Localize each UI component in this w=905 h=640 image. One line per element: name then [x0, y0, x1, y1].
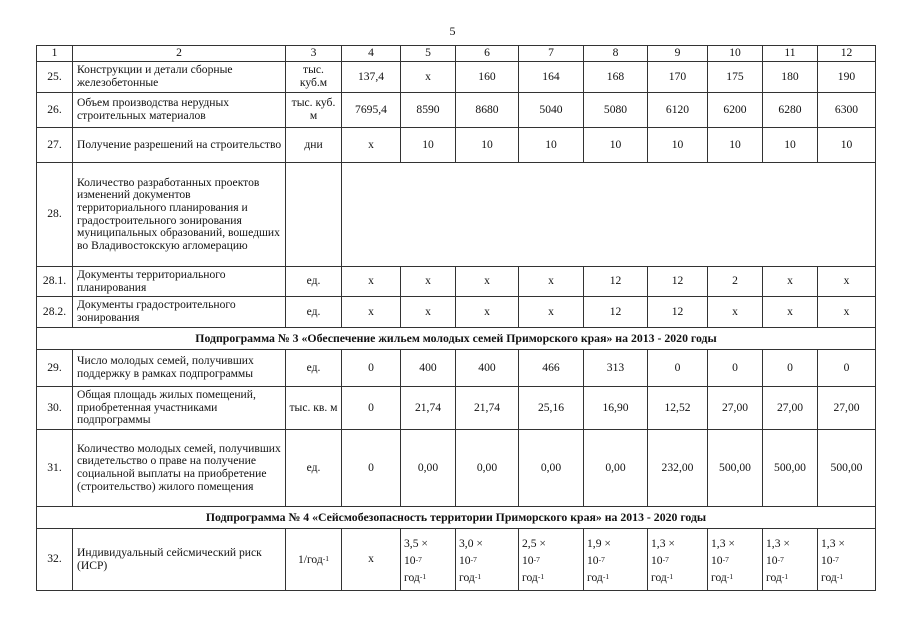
- value-cell: х: [401, 62, 456, 93]
- value-cell: 10: [648, 128, 708, 163]
- section-row: [37, 507, 876, 529]
- indicator-name: Общая площадь жилых помещений, приобретенная участниками подпрограммы: [73, 387, 286, 430]
- value-cell: 6280: [763, 93, 818, 128]
- unit-cell: тыс. куб. м: [286, 93, 342, 128]
- row-number: 28.2.: [37, 297, 73, 328]
- value-cell: 10: [818, 128, 876, 163]
- value-cell: 500,00: [708, 430, 763, 507]
- unit-cell: ед.: [286, 297, 342, 328]
- value-cell: 0: [342, 387, 401, 430]
- header-cell: 3: [286, 46, 342, 62]
- unit-exponent: -1: [322, 554, 330, 564]
- table-row: [37, 529, 876, 591]
- row-number: 28.1.: [37, 267, 73, 297]
- risk-power: $10^{-7}$: [459, 553, 477, 567]
- value-cell: 0,00: [401, 430, 456, 507]
- table-row: [37, 267, 876, 297]
- value-cell: 0: [818, 350, 876, 387]
- value-cell: 400: [456, 350, 519, 387]
- indicator-name: Число молодых семей, получивших поддержку в рамках подпрограммы: [73, 350, 286, 387]
- risk-value-cell: [519, 529, 584, 591]
- risk-mantissa: 1,3 ×: [766, 536, 790, 550]
- value-cell: 8590: [401, 93, 456, 128]
- value-cell: 5080: [584, 93, 648, 128]
- value-cell: 0: [708, 350, 763, 387]
- value-cell: 313: [584, 350, 648, 387]
- unit-cell: [286, 163, 342, 267]
- header-cell: 8: [584, 46, 648, 62]
- value-cell: х: [342, 297, 401, 328]
- header-cell: 2: [73, 46, 286, 62]
- value-cell: х: [519, 267, 584, 297]
- value-cell: 400: [401, 350, 456, 387]
- risk-mantissa: 1,3 ×: [711, 536, 735, 550]
- risk-power: $10^{-7}$: [587, 553, 605, 567]
- row-number: 30.: [37, 387, 73, 430]
- table-row: [37, 163, 876, 267]
- value-cell: 12: [648, 297, 708, 328]
- table-row: [37, 350, 876, 387]
- value-cell: 10: [401, 128, 456, 163]
- row-number: 25.: [37, 62, 73, 93]
- section-title: Подпрограмма № 3 «Обеспечение жильем молодых семей Приморского края» на 2013 - 2020 годы: [37, 328, 876, 350]
- risk-value-cell: [401, 529, 456, 591]
- risk-period: год$^{-1}$: [587, 570, 610, 584]
- row-number: 32.: [37, 529, 73, 591]
- risk-period: год$^{-1}$: [651, 570, 674, 584]
- row-number: 27.: [37, 128, 73, 163]
- risk-value-cell: [648, 529, 708, 591]
- value-cell: х: [763, 297, 818, 328]
- value-cell: х: [456, 267, 519, 297]
- indicator-name: Документы территориального планирования: [73, 267, 286, 297]
- risk-mantissa: 1,3 ×: [821, 536, 845, 550]
- value-cell: 168: [584, 62, 648, 93]
- header-cell: 11: [763, 46, 818, 62]
- header-row: [37, 46, 876, 62]
- value-cell: 10: [763, 128, 818, 163]
- value-cell: 0: [342, 430, 401, 507]
- risk-value-cell: [763, 529, 818, 591]
- unit-text: 1/год: [297, 553, 323, 567]
- value-cell: 0,00: [584, 430, 648, 507]
- value-cell: 12: [584, 297, 648, 328]
- value-cell: 10: [584, 128, 648, 163]
- row-number: 28.: [37, 163, 73, 267]
- value-cell: 12,52: [648, 387, 708, 430]
- value-cell: 12: [584, 267, 648, 297]
- risk-mantissa: 3,0 ×: [459, 536, 483, 550]
- value-cell: х: [342, 128, 401, 163]
- value-cell: 25,16: [519, 387, 584, 430]
- value-cell: 8680: [456, 93, 519, 128]
- unit-cell: дни: [286, 128, 342, 163]
- value-cell: 27,00: [818, 387, 876, 430]
- unit-cell: ед.: [286, 430, 342, 507]
- unit-cell: ед.: [286, 267, 342, 297]
- value-cell: 21,74: [456, 387, 519, 430]
- table-row: [37, 387, 876, 430]
- value-cell: 164: [519, 62, 584, 93]
- value-cell: 21,74: [401, 387, 456, 430]
- header-cell: 5: [401, 46, 456, 62]
- risk-period: год$^{-1}$: [459, 570, 482, 584]
- unit-cell: [286, 529, 342, 591]
- section-row: [37, 328, 876, 350]
- value-cell: х: [818, 267, 876, 297]
- indicator-name: Получение разрешений на строительство: [73, 128, 286, 163]
- indicator-name: Индивидуальный сейсмический риск (ИСР): [73, 529, 286, 591]
- value-cell: х: [342, 529, 401, 591]
- indicator-name: Количество молодых семей, получивших свидетельство о праве на получение социальной выплаты на приобретение (строительство) жилого помещения: [73, 430, 286, 507]
- row-number: 29.: [37, 350, 73, 387]
- risk-power: $10^{-7}$: [766, 553, 784, 567]
- value-cell: 170: [648, 62, 708, 93]
- value-cell: 466: [519, 350, 584, 387]
- value-cell: 27,00: [708, 387, 763, 430]
- value-cell: 6300: [818, 93, 876, 128]
- risk-power: $10^{-7}$: [711, 553, 729, 567]
- value-cell: 500,00: [763, 430, 818, 507]
- risk-value-cell: [708, 529, 763, 591]
- risk-period: год$^{-1}$: [821, 570, 844, 584]
- value-cell: х: [763, 267, 818, 297]
- value-cell: 0: [342, 350, 401, 387]
- merged-empty-cell: [342, 163, 876, 267]
- risk-value-cell: [818, 529, 876, 591]
- risk-period: год$^{-1}$: [766, 570, 789, 584]
- value-cell: 0: [648, 350, 708, 387]
- header-cell: 9: [648, 46, 708, 62]
- header-cell: 4: [342, 46, 401, 62]
- risk-value-cell: [456, 529, 519, 591]
- value-cell: 500,00: [818, 430, 876, 507]
- header-cell: 10: [708, 46, 763, 62]
- risk-period: год$^{-1}$: [522, 570, 545, 584]
- risk-mantissa: 3,5 ×: [404, 536, 428, 550]
- value-cell: 16,90: [584, 387, 648, 430]
- risk-mantissa: 2,5 ×: [522, 536, 546, 550]
- risk-power: $10^{-7}$: [404, 553, 422, 567]
- indicator-name: Количество разработанных проектов изменений документов территориального планирования и градостроительного зонирования муниципальных образований, вошедших во Владивостокскую агломерацию: [73, 163, 286, 267]
- unit-cell: тыс. кв. м: [286, 387, 342, 430]
- risk-period: год$^{-1}$: [711, 570, 734, 584]
- value-cell: 7695,4: [342, 93, 401, 128]
- indicator-name: Объем производства нерудных строительных материалов: [73, 93, 286, 128]
- unit-cell: ед.: [286, 350, 342, 387]
- header-cell: 12: [818, 46, 876, 62]
- risk-period: год$^{-1}$: [404, 570, 427, 584]
- page-number: 5: [449, 24, 456, 38]
- risk-mantissa: 1,3 ×: [651, 536, 675, 550]
- risk-power: $10^{-7}$: [651, 553, 669, 567]
- value-cell: 12: [648, 267, 708, 297]
- value-cell: х: [519, 297, 584, 328]
- table-row: [37, 297, 876, 328]
- value-cell: 190: [818, 62, 876, 93]
- indicators-table: [36, 45, 876, 591]
- risk-power: $10^{-7}$: [821, 553, 839, 567]
- risk-power: $10^{-7}$: [522, 553, 540, 567]
- value-cell: 2: [708, 267, 763, 297]
- value-cell: х: [708, 297, 763, 328]
- value-cell: 180: [763, 62, 818, 93]
- value-cell: 6200: [708, 93, 763, 128]
- section-title: Подпрограмма № 4 «Сейсмобезопасность территории Приморского края» на 2013 - 2020 годы: [37, 507, 876, 529]
- risk-mantissa: 1,9 ×: [587, 536, 611, 550]
- header-cell: 6: [456, 46, 519, 62]
- row-number: 31.: [37, 430, 73, 507]
- value-cell: 0,00: [519, 430, 584, 507]
- value-cell: 160: [456, 62, 519, 93]
- value-cell: х: [818, 297, 876, 328]
- risk-value-cell: [584, 529, 648, 591]
- value-cell: 27,00: [763, 387, 818, 430]
- value-cell: х: [401, 267, 456, 297]
- value-cell: х: [342, 267, 401, 297]
- value-cell: х: [456, 297, 519, 328]
- value-cell: 10: [456, 128, 519, 163]
- table-row: [37, 430, 876, 507]
- value-cell: 0: [763, 350, 818, 387]
- value-cell: 6120: [648, 93, 708, 128]
- value-cell: 137,4: [342, 62, 401, 93]
- value-cell: 0,00: [456, 430, 519, 507]
- header-cell: 1: [37, 46, 73, 62]
- unit-cell: тыс. куб.м: [286, 62, 342, 93]
- row-number: 26.: [37, 93, 73, 128]
- indicator-name: Конструкции и детали сборные железобетонные: [73, 62, 286, 93]
- table-row: [37, 62, 876, 93]
- table-row: [37, 128, 876, 163]
- value-cell: 175: [708, 62, 763, 93]
- table-row: [37, 93, 876, 128]
- header-cell: 7: [519, 46, 584, 62]
- value-cell: 10: [708, 128, 763, 163]
- value-cell: х: [401, 297, 456, 328]
- indicator-name: Документы градостроительного зонирования: [73, 297, 286, 328]
- value-cell: 5040: [519, 93, 584, 128]
- value-cell: 10: [519, 128, 584, 163]
- value-cell: 232,00: [648, 430, 708, 507]
